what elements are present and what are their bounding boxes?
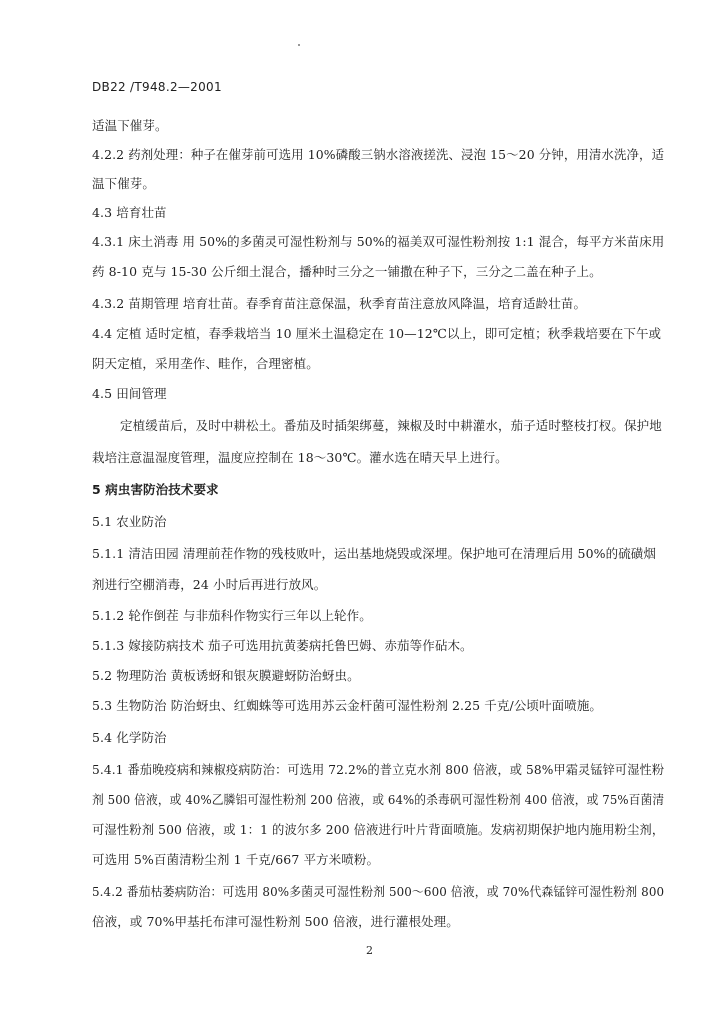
text-line: 4.3.1 床土消毒 用 50%的多菌灵可湿性粉剂与 50%的福美双可湿性粉剂按 1:1 混合，每平方米苗床用 (92, 234, 665, 249)
section-heading: 4.5 田间管理 (92, 386, 167, 401)
text-line: 可选用 5%百菌清粉尘剂 1 千克/667 平方米喷粉。 (92, 852, 380, 867)
text-line: 适温下催芽。 (92, 118, 168, 133)
text-line: 定植缓苗后，及时中耕松土。番茄及时插架绑蔓，辣椒及时中耕灌水，茄子适时整枝打杈。保护地 (120, 418, 662, 433)
text-line: 5.4.2 番茄枯萎病防治：可选用 80%多菌灵可湿性粉剂 500～600 倍液，或 70%代森锰锌可湿性粉剂 800 (92, 884, 665, 899)
page-number: 2 (366, 944, 373, 957)
text-line: 5.1.1 清洁田园 清理前茬作物的残枝败叶，运出基地烧毁或深埋。保护地可在清理后用 50%的硫磺烟 (92, 546, 657, 561)
section-heading: 5.4 化学防治 (92, 730, 167, 745)
scan-speck (298, 44, 300, 46)
text-line: 阴天定植，采用垄作、畦作，合理密植。 (92, 356, 319, 371)
section-heading: 4.3 培育壮苗 (92, 205, 167, 220)
text-line: 5.3 生物防治 防治蚜虫、红蜘蛛等可选用苏云金杆菌可湿性粉剂 2.25 千克/公顷叶面喷施。 (92, 698, 603, 713)
text-line: 4.3.2 苗期管理 培育壮苗。春季育苗注意保温，秋季育苗注意放风降温，培育适龄壮苗。 (92, 296, 587, 311)
text-line: 剂 500 倍液，或 40%乙膦铝可湿性粉剂 200 倍液，或 64%的杀毒矾可湿性粉剂 400 倍液，或 75%百菌清 (92, 792, 665, 807)
text-line: 4.4 定植 适时定植，春季栽培当 10 厘米土温稳定在 10—12℃以上，即可定植；秋季栽培要在下午或 (92, 326, 662, 341)
section-heading: 5.1 农业防治 (92, 514, 167, 529)
text-line: 5.1.2 轮作倒茬 与非茄科作物实行三年以上轮作。 (92, 608, 372, 623)
text-line: 药 8-10 克与 15-30 公斤细土混合，播种时三分之一铺撒在种子下，三分之二盖在种子上。 (92, 264, 602, 279)
text-line: 5.1.3 嫁接防病技术 茄子可选用抗黄萎病托鲁巴姆、赤茄等作砧木。 (92, 638, 473, 653)
text-line: 可湿性粉剂 500 倍液，或 1：1 的波尔多 200 倍液进行叶片背面喷施。发病初期保护地内施用粉尘剂， (92, 822, 665, 837)
text-line: 剂进行空棚消毒，24 小时后再进行放风。 (92, 577, 327, 592)
chapter-heading: 5 病虫害防治技术要求 (92, 482, 219, 497)
text-line: 5.2 物理防治 黄板诱蚜和银灰膜避蚜防治蚜虫。 (92, 668, 360, 683)
text-line: 栽培注意温湿度管理，温度应控制在 18～30℃。灌水选在晴天早上进行。 (92, 450, 508, 465)
document-code: DB22 /T948.2—2001 (92, 80, 222, 94)
text-line: 温下催芽。 (92, 176, 156, 191)
text-line: 倍液，或 70%甲基托布津可湿性粉剂 500 倍液，进行灌根处理。 (92, 914, 459, 929)
text-line: 4.2.2 药剂处理：种子在催芽前可选用 10%磷酸三钠水溶液搓洗、浸泡 15～20 分钟，用清水洗净，适 (92, 147, 665, 162)
text-line: 5.4.1 番茄晚疫病和辣椒疫病防治：可选用 72.2%的普立克水剂 800 倍液，或 58%甲霜灵锰锌可湿性粉 (92, 762, 665, 777)
